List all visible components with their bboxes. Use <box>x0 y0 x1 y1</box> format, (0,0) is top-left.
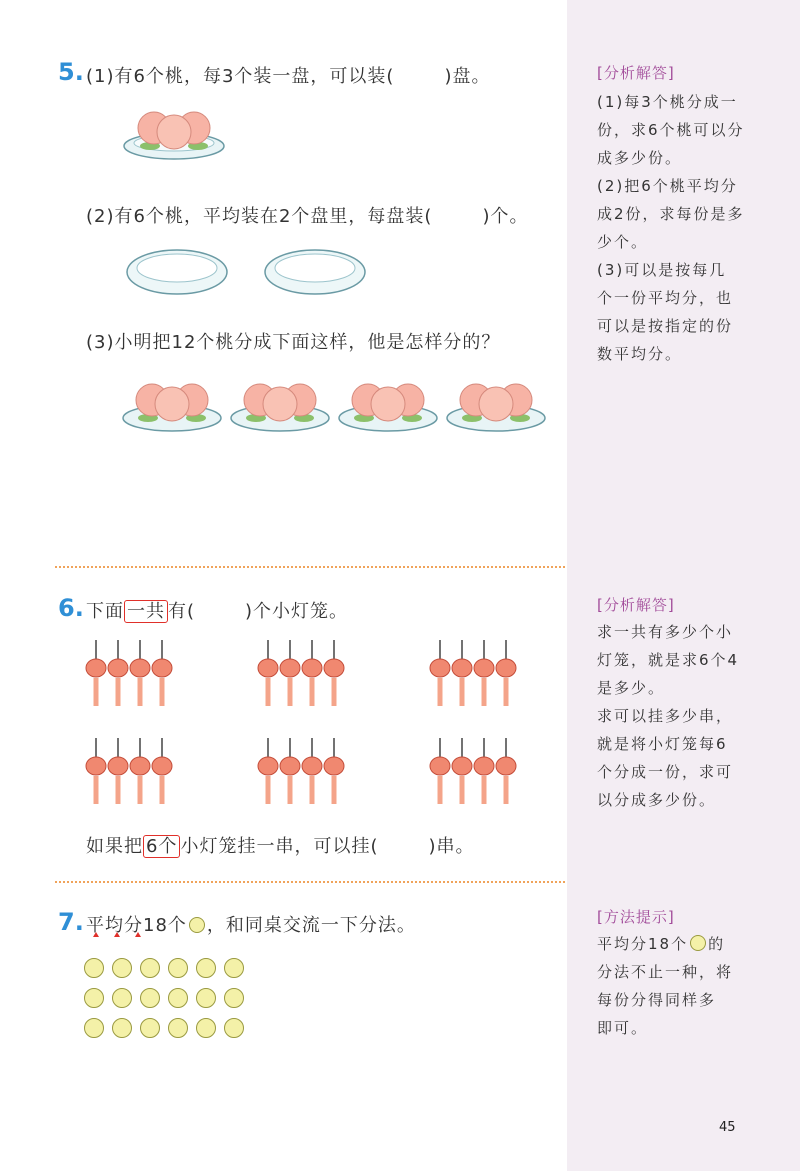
section-divider <box>55 881 565 883</box>
question-6-text <box>86 597 348 623</box>
lantern-icon <box>474 757 494 775</box>
side-note-line: 是多少。 <box>597 679 666 697</box>
lantern-icon <box>324 659 344 677</box>
side-note-3-title: [方法提示] <box>597 908 675 926</box>
lantern-icon <box>152 659 172 677</box>
q7-text-after: ，和同桌交流一下分法。 <box>206 915 416 936</box>
q6-sub-end: )串。 <box>428 836 475 857</box>
q6-sub-after: 小灯笼挂一串，可以挂( <box>180 836 379 857</box>
q5-part1-text: (1)有6个桃，每3个装一盘，可以装( <box>86 66 395 87</box>
plate-with-3-peaches <box>336 372 440 434</box>
circle-icon <box>224 988 244 1008</box>
q5-part2-text: (2)有6个桃，平均装在2个盘里，每盘装( <box>86 206 433 227</box>
side-note-line: 数平均分。 <box>597 345 683 363</box>
side-note-line: 就是将小灯笼每6 <box>597 735 728 753</box>
lantern-string <box>428 640 518 712</box>
q6-sub-boxed: 6个 <box>143 835 180 858</box>
side-note-line: 个分成一份，求可 <box>597 763 734 781</box>
circle-icon <box>168 1018 188 1038</box>
lantern-icon <box>130 659 150 677</box>
question-5-number: 5. <box>58 58 84 86</box>
lantern-icon <box>452 659 472 677</box>
side-note-line: 灯笼，就是求6个4 <box>597 651 740 669</box>
circle-icon <box>112 988 132 1008</box>
question-5-part3: (3)小明把12个桃分成下面这样，他是怎样分的？ <box>86 332 501 353</box>
question-5-part1 <box>86 62 490 88</box>
lantern-icon <box>430 757 450 775</box>
lantern-icon <box>302 757 322 775</box>
side-note-line: 分法不止一种，将 <box>597 963 734 981</box>
side-note-line: 成2份，求每份是多 <box>597 205 745 223</box>
circle-icon <box>196 1018 216 1038</box>
question-6-number: 6. <box>58 594 84 622</box>
circle-icon <box>112 958 132 978</box>
circle-icon <box>224 958 244 978</box>
question-5-part2 <box>86 202 528 228</box>
circle-icon <box>224 1018 244 1038</box>
empty-plate-2 <box>262 246 368 298</box>
side-note-line: 以分成多少份。 <box>597 791 717 809</box>
q6-boxed-word: 一共 <box>124 600 168 623</box>
side-note-line: 可以是按指定的份 <box>597 317 734 335</box>
section-divider <box>55 566 565 568</box>
circle-icon <box>84 988 104 1008</box>
lantern-icon <box>474 659 494 677</box>
side-note-line: 个一份平均分，也 <box>597 289 734 307</box>
q6-text-after: 有( <box>168 601 196 622</box>
circle-icon <box>84 1018 104 1038</box>
lantern-icon <box>302 659 322 677</box>
lantern-icon <box>152 757 172 775</box>
side3-line1-before: 平均分18个 <box>597 935 689 953</box>
side-note-line: (3)可以是按每几 <box>597 261 727 279</box>
lantern-string <box>256 738 346 810</box>
lantern-icon <box>496 659 516 677</box>
side-note-3-body <box>597 958 733 1042</box>
lantern-string <box>84 640 174 712</box>
emphasis-dot <box>93 932 99 937</box>
q5-part1-end: )盘。 <box>444 66 491 87</box>
q6-text-before: 下面 <box>86 601 124 622</box>
side-note-line: 即可。 <box>597 1019 649 1037</box>
plate-with-3-peaches <box>444 372 548 434</box>
q5-part2-end: )个。 <box>482 206 529 227</box>
side-note-line: 求一共有多少个小 <box>597 623 734 641</box>
lantern-icon <box>86 659 106 677</box>
lantern-string <box>256 640 346 712</box>
circle-icon <box>690 935 706 951</box>
lantern-icon <box>108 659 128 677</box>
plate-with-3-peaches <box>120 372 224 434</box>
side-note-3-line1 <box>597 930 725 958</box>
lantern-string <box>428 738 518 810</box>
lantern-icon <box>108 757 128 775</box>
lantern-icon <box>86 757 106 775</box>
lantern-string <box>84 738 174 810</box>
side-note-line: (2)把6个桃平均分 <box>597 177 738 195</box>
circle-icon <box>196 988 216 1008</box>
lantern-icon <box>452 757 472 775</box>
circle-icon <box>140 988 160 1008</box>
lantern-icon <box>280 659 300 677</box>
side-note-line: 少个。 <box>597 233 649 251</box>
lantern-icon <box>258 757 278 775</box>
circle-icon <box>140 1018 160 1038</box>
lantern-icon <box>430 659 450 677</box>
circles-grid <box>84 958 244 1038</box>
empty-plate-1 <box>124 246 230 298</box>
circle-icon <box>189 917 205 933</box>
circle-icon <box>168 988 188 1008</box>
side-note-line: (1)每3个桃分成一 <box>597 93 738 111</box>
q6-sub-before: 如果把 <box>86 836 143 857</box>
lantern-icon <box>130 757 150 775</box>
plate-with-3-peaches <box>120 100 228 162</box>
side-note-line: 成多少份。 <box>597 149 683 167</box>
emphasis-dot <box>114 932 120 937</box>
emphasis-dot <box>135 932 141 937</box>
side3-line1-after: 的 <box>708 935 726 953</box>
lantern-icon <box>496 757 516 775</box>
side-note-line: 份，求6个桃可以分 <box>597 121 745 139</box>
page-number: 45 <box>719 1120 736 1135</box>
plate-with-3-peaches <box>228 372 332 434</box>
q7-text-before: 平均分18个 <box>86 915 187 936</box>
lantern-icon <box>258 659 278 677</box>
q6-text-end: )个小灯笼。 <box>245 601 349 622</box>
side-note-1-body <box>597 88 745 368</box>
circle-icon <box>196 958 216 978</box>
side-note-1-title: [分析解答] <box>597 64 675 82</box>
side-note-line: 求可以挂多少串， <box>597 707 734 725</box>
circle-icon <box>168 958 188 978</box>
side-note-2-title: [分析解答] <box>597 596 675 614</box>
side-note-line: 每份分得同样多 <box>597 991 717 1009</box>
question-6-subquestion <box>86 832 475 858</box>
circle-icon <box>140 958 160 978</box>
lantern-icon <box>324 757 344 775</box>
circle-icon <box>112 1018 132 1038</box>
side-note-2-body <box>597 618 739 814</box>
question-7-number: 7. <box>58 908 84 936</box>
lantern-icon <box>280 757 300 775</box>
circle-icon <box>84 958 104 978</box>
